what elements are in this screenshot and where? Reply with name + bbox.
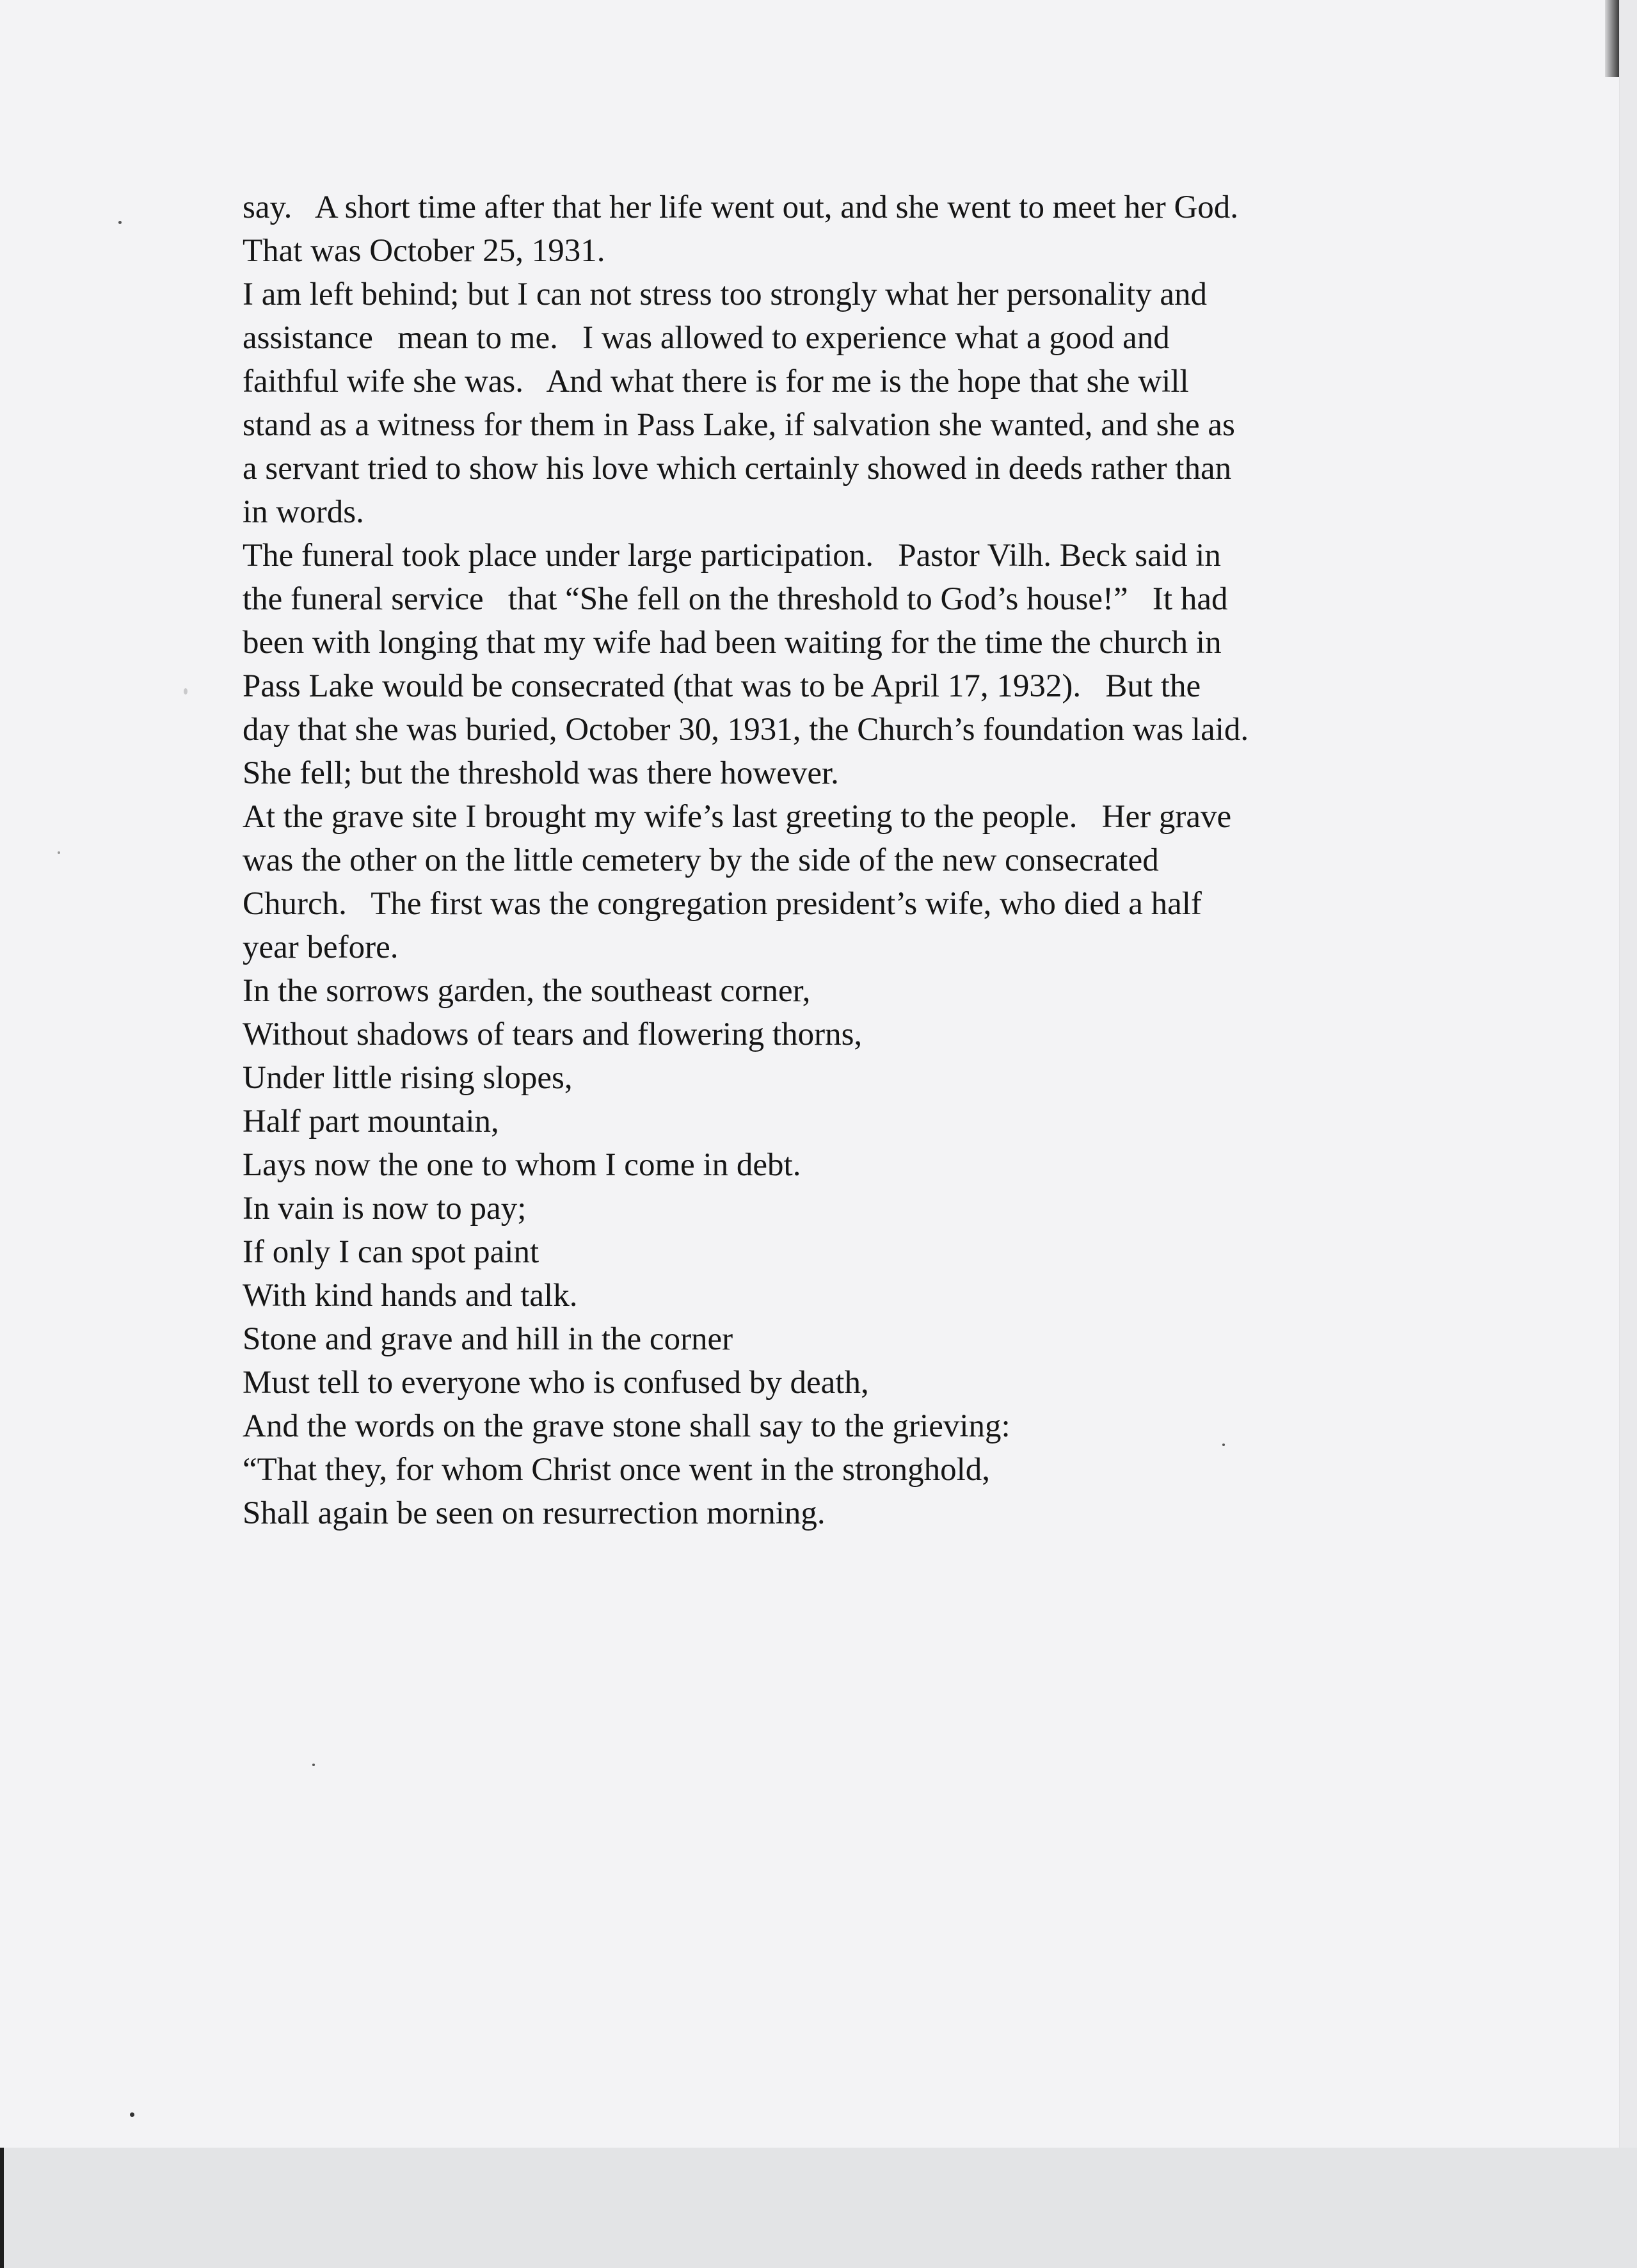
poem-line: Half part mountain, — [243, 1104, 499, 1139]
scan-speck — [130, 2112, 134, 2117]
text-line: The funeral took place under large participation. Pastor Vilh. Beck said in — [243, 538, 1221, 574]
scan-speck — [118, 221, 122, 224]
poem-line: “That they, for whom Christ once went in the stronghold, — [243, 1452, 991, 1488]
poem-line: Under little rising slopes, — [243, 1060, 573, 1096]
poem-line: Must tell to everyone who is confused by death, — [243, 1365, 869, 1401]
text-line: was the other on the little cemetery by the side of the new consecrated — [243, 842, 1159, 878]
text-line: year before. — [243, 929, 399, 965]
text-line: At the grave site I brought my wife’s last greeting to the people. Her grave — [243, 799, 1232, 835]
poem-line: If only I can spot paint — [243, 1234, 539, 1270]
scanner-bed — [0, 2148, 1637, 2268]
text-line: That was October 25, 1931. — [243, 233, 605, 269]
poem-line: Shall again be seen on resurrection morning. — [243, 1495, 826, 1531]
text-line: assistance mean to me. I was allowed to experience what a good and — [243, 320, 1170, 356]
scan-speck — [312, 1764, 315, 1766]
text-line: stand as a witness for them in Pass Lake, if salvation she wanted, and she as — [243, 407, 1235, 443]
page-edge-shadow — [1605, 0, 1619, 77]
text-line: She fell; but the threshold was there however. — [243, 755, 839, 791]
poem-line: Stone and grave and hill in the corner — [243, 1321, 733, 1357]
text-line: Church. The first was the congregation president’s wife, who died a half — [243, 886, 1202, 922]
scan-speck — [1222, 1444, 1225, 1446]
text-line: been with longing that my wife had been waiting for the time the church in — [243, 625, 1222, 661]
poem-line: And the words on the grave stone shall say to the grieving: — [243, 1408, 1010, 1444]
poem-line: In vain is now to pay; — [243, 1191, 527, 1226]
text-line: in words. — [243, 494, 364, 530]
document-text-block — [243, 186, 1458, 1535]
poem-line: In the sorrows garden, the southeast corner, — [243, 973, 811, 1009]
scan-speck — [58, 851, 60, 854]
text-line: faithful wife she was. And what there is for me is the hope that she will — [243, 364, 1189, 399]
text-line: the funeral service that “She fell on the threshold to God’s house!” It had — [243, 581, 1228, 617]
text-line: day that she was buried, October 30, 1931, the Church’s foundation was laid. — [243, 712, 1249, 748]
scan-speck — [184, 688, 188, 695]
poem-line: Lays now the one to whom I come in debt. — [243, 1147, 801, 1183]
poem-line: With kind hands and talk. — [243, 1278, 578, 1314]
text-line: a servant tried to show his love which certainly showed in deeds rather than — [243, 451, 1232, 487]
text-line: say. A short time after that her life went out, and she went to meet her God. — [243, 189, 1239, 225]
scanner-edge-shadow — [0, 2148, 4, 2268]
text-line: Pass Lake would be consecrated (that was to be April 17, 1932). But the — [243, 668, 1201, 704]
poem-line: Without shadows of tears and flowering thorns, — [243, 1017, 863, 1052]
text-line: I am left behind; but I can not stress too strongly what her personality and — [243, 277, 1207, 312]
